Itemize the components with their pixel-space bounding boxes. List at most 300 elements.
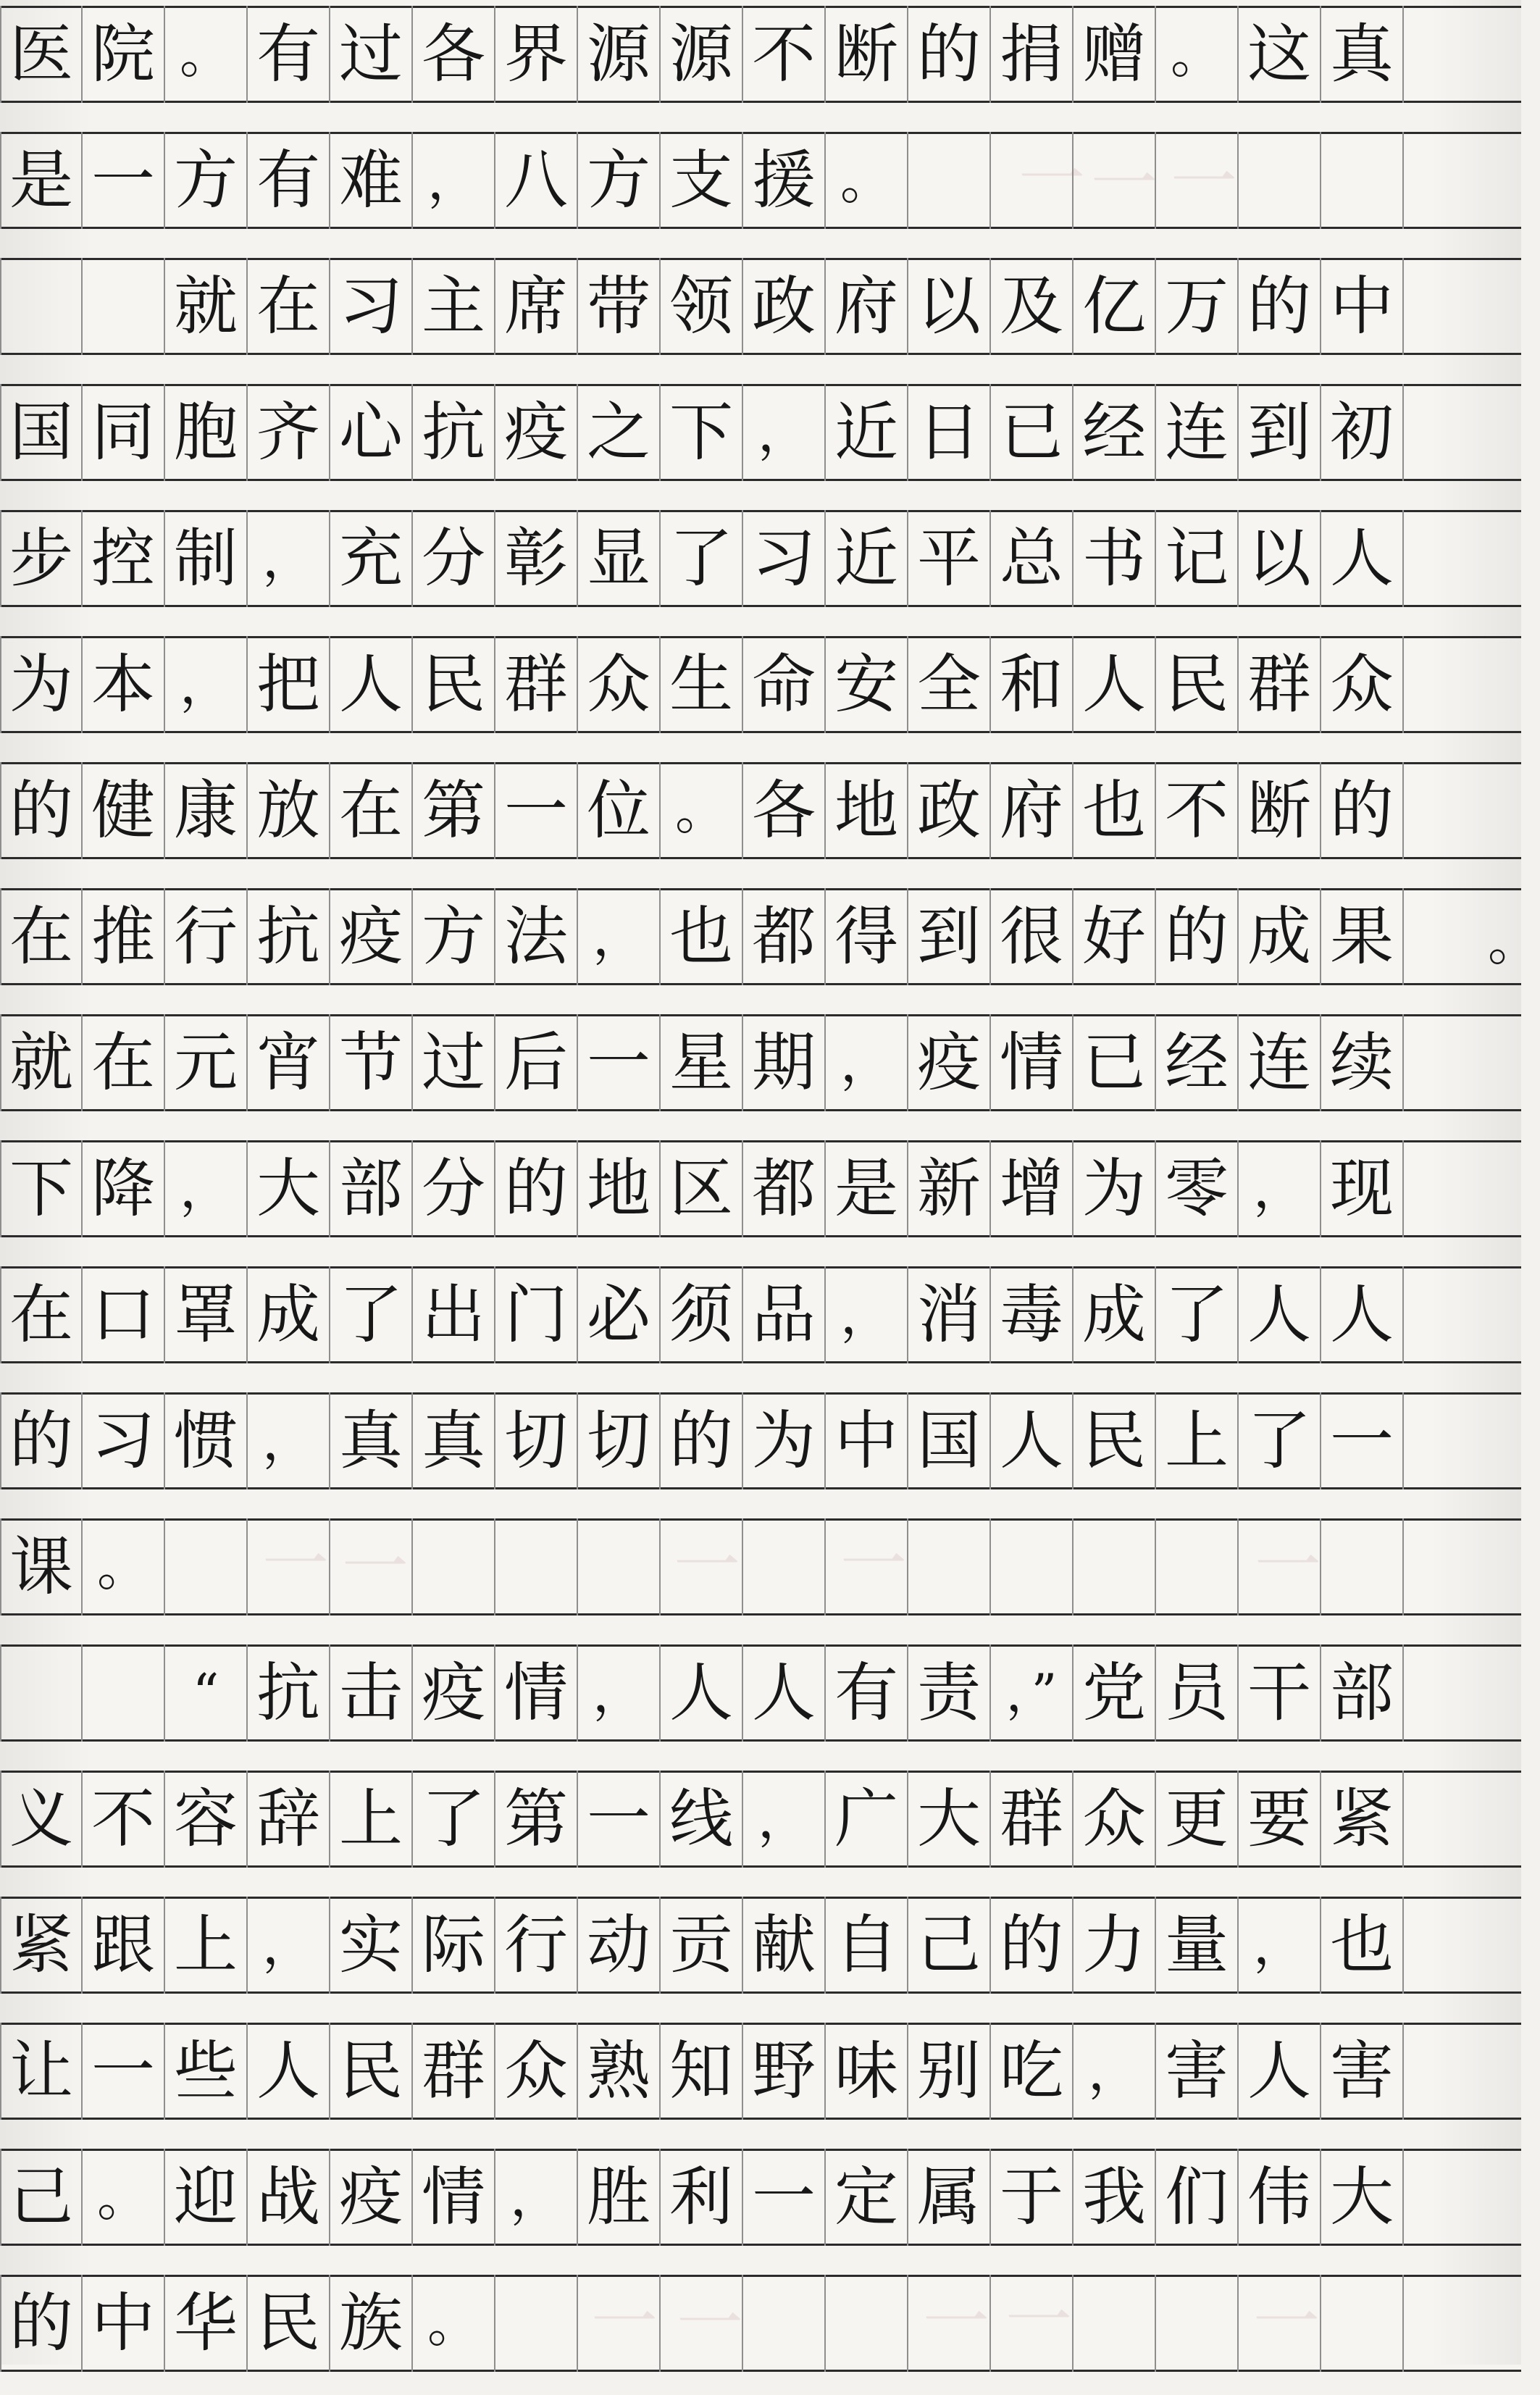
grid-cell: 八 bbox=[495, 132, 578, 229]
grid-cell: 人 bbox=[1321, 510, 1404, 607]
grid-cell: 迎 bbox=[165, 2149, 248, 2246]
grid-cell: 不 bbox=[1156, 762, 1239, 859]
row-cells bbox=[0, 2149, 1521, 2246]
grid-cell: ， bbox=[826, 1266, 908, 1363]
grid-cell: 增 bbox=[991, 1140, 1074, 1237]
grid-cell bbox=[743, 2275, 826, 2372]
grid-cell: 连 bbox=[1239, 1014, 1321, 1111]
grid-cell: 紧 bbox=[0, 1897, 83, 1994]
grid-cell: 方 bbox=[165, 132, 248, 229]
grid-cell: 了 bbox=[661, 510, 743, 607]
grid-cell: 害 bbox=[1156, 2023, 1239, 2120]
grid-cell: 一 bbox=[743, 2149, 826, 2246]
writing-row-1 bbox=[0, 0, 1521, 126]
grid-cell: 的 bbox=[0, 762, 83, 859]
grid-cell: 源 bbox=[661, 6, 743, 103]
grid-cell: 节 bbox=[330, 1014, 413, 1111]
row-cells bbox=[0, 1897, 1521, 1994]
grid-cell: 疫 bbox=[330, 888, 413, 985]
grid-cell: 国 bbox=[0, 384, 83, 481]
grid-cell: 星 bbox=[661, 1014, 743, 1111]
grid-cell: 赠 bbox=[1074, 6, 1156, 103]
grid-cell: 都 bbox=[743, 888, 826, 985]
grid-cell: 众 bbox=[578, 636, 661, 733]
grid-cell: 辞 bbox=[248, 1771, 330, 1868]
row-cells bbox=[0, 6, 1521, 103]
grid-cell bbox=[495, 1518, 578, 1616]
grid-cell bbox=[1239, 132, 1321, 229]
grid-cell: 一 bbox=[495, 762, 578, 859]
grid-cell: 线 bbox=[661, 1771, 743, 1868]
writing-row-15 bbox=[0, 1765, 1521, 1891]
grid-cell: 员 bbox=[1156, 1644, 1239, 1742]
grid-cell: 步 bbox=[0, 510, 83, 607]
grid-cell: 味 bbox=[826, 2023, 908, 2120]
grid-cell: 众 bbox=[1321, 636, 1404, 733]
grid-cell: 些 bbox=[165, 2023, 248, 2120]
grid-cell: 宵 bbox=[248, 1014, 330, 1111]
writing-row-14 bbox=[0, 1639, 1521, 1765]
grid-cell: 成 bbox=[1074, 1266, 1156, 1363]
grid-cell: 上 bbox=[1156, 1392, 1239, 1489]
grid-cell: 的 bbox=[1239, 258, 1321, 355]
grid-cell: 在 bbox=[0, 888, 83, 985]
show-through-ink: 一 bbox=[923, 2283, 990, 2361]
row-cells bbox=[0, 258, 1521, 355]
grid-cell: 成 bbox=[1239, 888, 1321, 985]
grid-cell: 为 bbox=[743, 1392, 826, 1489]
grid-cell: 。 bbox=[165, 6, 248, 103]
grid-cell: 显 bbox=[578, 510, 661, 607]
show-through-ink: 一 bbox=[1005, 2282, 1073, 2360]
grid-cell: 方 bbox=[413, 888, 495, 985]
grid-cell: 府 bbox=[826, 258, 908, 355]
grid-cell: 人 bbox=[1239, 1266, 1321, 1363]
grid-cell: 第 bbox=[413, 762, 495, 859]
grid-cell bbox=[1321, 2275, 1404, 2372]
grid-cell: 为 bbox=[0, 636, 83, 733]
writing-row-2 bbox=[0, 126, 1521, 252]
grid-cell: 让 bbox=[0, 2023, 83, 2120]
grid-cell: 人 bbox=[743, 1644, 826, 1742]
grid-cell: ， bbox=[1074, 2023, 1156, 2120]
grid-cell: 在 bbox=[330, 762, 413, 859]
grid-cell: 疫 bbox=[330, 2149, 413, 2246]
writing-row-19 bbox=[0, 2269, 1521, 2395]
row-cells bbox=[0, 2023, 1521, 2120]
grid-cell: 界 bbox=[495, 6, 578, 103]
grid-cell: ， bbox=[743, 384, 826, 481]
grid-cell: 的 bbox=[0, 1392, 83, 1489]
grid-cell: 的 bbox=[0, 2275, 83, 2372]
grid-cell: 医 bbox=[0, 6, 83, 103]
writing-row-16 bbox=[0, 1891, 1521, 2017]
grid-cell: 一 bbox=[1321, 1392, 1404, 1489]
grid-cell: 众 bbox=[495, 2023, 578, 2120]
grid-cell: 人 bbox=[661, 1644, 743, 1742]
grid-cell: 现 bbox=[1321, 1140, 1404, 1237]
grid-cell bbox=[578, 2275, 661, 2372]
show-through-ink: 一 bbox=[1091, 145, 1158, 222]
grid-cell: 毒 bbox=[991, 1266, 1074, 1363]
grid-cell: 的 bbox=[661, 1392, 743, 1489]
grid-cell: 地 bbox=[826, 762, 908, 859]
grid-cell: 。 bbox=[661, 762, 743, 859]
grid-cell: 零 bbox=[1156, 1140, 1239, 1237]
grid-cell: 须 bbox=[661, 1266, 743, 1363]
grid-cell: 情 bbox=[495, 1644, 578, 1742]
writing-row-17 bbox=[0, 2017, 1521, 2143]
row-cells bbox=[0, 1266, 1521, 1363]
grid-cell: 利 bbox=[661, 2149, 743, 2246]
show-through-ink: 一 bbox=[342, 1529, 409, 1606]
grid-cell: 很 bbox=[991, 888, 1074, 985]
grid-cell: ， bbox=[248, 510, 330, 607]
row-cells bbox=[0, 1771, 1521, 1868]
grid-cell: 一 bbox=[83, 2023, 165, 2120]
grid-cell: ， bbox=[165, 1140, 248, 1237]
grid-cell: 的 bbox=[1156, 888, 1239, 985]
grid-cell bbox=[0, 1644, 83, 1742]
grid-cell: 真 bbox=[330, 1392, 413, 1489]
grid-cell: 地 bbox=[578, 1140, 661, 1237]
grid-cell bbox=[1239, 1518, 1321, 1616]
grid-cell: 已 bbox=[1074, 1014, 1156, 1111]
grid-cell: ， bbox=[578, 888, 661, 985]
grid-cell: 行 bbox=[165, 888, 248, 985]
grid-cell: 众 bbox=[1074, 1771, 1156, 1868]
grid-cell: 我 bbox=[1074, 2149, 1156, 2246]
grid-cell: 都 bbox=[743, 1140, 826, 1237]
grid-cell: 际 bbox=[413, 1897, 495, 1994]
grid-cell: 习 bbox=[743, 510, 826, 607]
grid-cell: 难 bbox=[330, 132, 413, 229]
grid-cell: 领 bbox=[661, 258, 743, 355]
grid-cell: 续 bbox=[1321, 1014, 1404, 1111]
grid-cell: ，” bbox=[991, 1644, 1074, 1742]
grid-cell: 习 bbox=[83, 1392, 165, 1489]
grid-cell: 抗 bbox=[248, 888, 330, 985]
grid-cell: 是 bbox=[826, 1140, 908, 1237]
grid-cell: 必 bbox=[578, 1266, 661, 1363]
grid-cell: 行 bbox=[495, 1897, 578, 1994]
grid-cell: 支 bbox=[661, 132, 743, 229]
show-through-ink: 一 bbox=[677, 2285, 744, 2362]
grid-cell: 带 bbox=[578, 258, 661, 355]
show-through-ink: 一 bbox=[1171, 143, 1238, 221]
grid-cell: 情 bbox=[991, 1014, 1074, 1111]
grid-cell: 上 bbox=[330, 1771, 413, 1868]
grid-cell: 本 bbox=[83, 636, 165, 733]
show-through-ink: 一 bbox=[1255, 1527, 1322, 1605]
grid-cell: 。 bbox=[83, 2149, 165, 2246]
grid-cell bbox=[495, 2275, 578, 2372]
grid-cell: 干 bbox=[1239, 1644, 1321, 1742]
grid-cell: 元 bbox=[165, 1014, 248, 1111]
grid-cell: 各 bbox=[413, 6, 495, 103]
grid-cell: 连 bbox=[1156, 384, 1239, 481]
row-cells bbox=[0, 1014, 1521, 1111]
grid-cell: 初 bbox=[1321, 384, 1404, 481]
grid-cell bbox=[1074, 2275, 1156, 2372]
grid-cell: 到 bbox=[908, 888, 991, 985]
grid-cell: 己 bbox=[0, 2149, 83, 2246]
grid-cell: 各 bbox=[743, 762, 826, 859]
grid-cell: 的 bbox=[1321, 762, 1404, 859]
row-cells bbox=[0, 2275, 1521, 2372]
grid-cell: ， bbox=[578, 1644, 661, 1742]
grid-cell bbox=[413, 1518, 495, 1616]
grid-cell: 。 bbox=[1156, 6, 1239, 103]
grid-cell: 。 bbox=[83, 1518, 165, 1616]
grid-cell: 野 bbox=[743, 2023, 826, 2120]
grid-cell: 的 bbox=[991, 1897, 1074, 1994]
grid-cell: 控 bbox=[83, 510, 165, 607]
grid-cell: 紧 bbox=[1321, 1771, 1404, 1868]
grid-cell: ， bbox=[413, 132, 495, 229]
grid-cell: 心 bbox=[330, 384, 413, 481]
grid-cell: 定 bbox=[826, 2149, 908, 2246]
grid-cell bbox=[991, 132, 1074, 229]
grid-cell: 方 bbox=[578, 132, 661, 229]
grid-cell: 有 bbox=[248, 132, 330, 229]
grid-cell: 的 bbox=[495, 1140, 578, 1237]
grid-cell: 群 bbox=[991, 1771, 1074, 1868]
grid-cell: 。 bbox=[413, 2275, 495, 2372]
grid-cell: 全 bbox=[908, 636, 991, 733]
row-cells bbox=[0, 762, 1521, 859]
grid-cell bbox=[1156, 132, 1239, 229]
grid-cell: 口 bbox=[83, 1266, 165, 1363]
row-cells bbox=[0, 510, 1521, 607]
grid-cell: 成 bbox=[248, 1266, 330, 1363]
grid-cell: 动 bbox=[578, 1897, 661, 1994]
row-cells bbox=[0, 1140, 1521, 1237]
grid-cell: 源 bbox=[578, 6, 661, 103]
grid-cell: 命 bbox=[743, 636, 826, 733]
grid-cell: 民 bbox=[1074, 1392, 1156, 1489]
row-cells bbox=[0, 888, 1521, 985]
grid-cell: 经 bbox=[1156, 1014, 1239, 1111]
grid-cell: 真 bbox=[1321, 6, 1404, 103]
grid-cell: 属 bbox=[908, 2149, 991, 2246]
grid-cell: 部 bbox=[330, 1140, 413, 1237]
grid-cell: 切 bbox=[578, 1392, 661, 1489]
grid-cell: 党 bbox=[1074, 1644, 1156, 1742]
grid-cell: 日 bbox=[908, 384, 991, 481]
grid-cell: 了 bbox=[1239, 1392, 1321, 1489]
grid-cell bbox=[1156, 1518, 1239, 1616]
grid-cell: 府 bbox=[991, 762, 1074, 859]
grid-cell: 义 bbox=[0, 1771, 83, 1868]
grid-cell: 出 bbox=[413, 1266, 495, 1363]
grid-cell: 期 bbox=[743, 1014, 826, 1111]
grid-cell bbox=[1074, 132, 1156, 229]
grid-cell: 法 bbox=[495, 888, 578, 985]
grid-cell: 近 bbox=[826, 510, 908, 607]
grid-cell: 健 bbox=[83, 762, 165, 859]
grid-cell: 。 bbox=[826, 132, 908, 229]
grid-cell: 席 bbox=[495, 258, 578, 355]
writing-row-18 bbox=[0, 2143, 1521, 2269]
grid-cell bbox=[661, 2275, 743, 2372]
grid-cell: 及 bbox=[991, 258, 1074, 355]
grid-cell: 把 bbox=[248, 636, 330, 733]
grid-cell: 之 bbox=[578, 384, 661, 481]
grid-cell: 了 bbox=[1156, 1266, 1239, 1363]
grid-cell: 群 bbox=[495, 636, 578, 733]
grid-cell: 上 bbox=[165, 1897, 248, 1994]
grid-cell: 好 bbox=[1074, 888, 1156, 985]
grid-cell: 知 bbox=[661, 2023, 743, 2120]
grid-cell: 也 bbox=[1074, 762, 1156, 859]
grid-cell: 一 bbox=[578, 1771, 661, 1868]
grid-cell: 新 bbox=[908, 1140, 991, 1237]
grid-cell: 国 bbox=[908, 1392, 991, 1489]
grid-cell: 罩 bbox=[165, 1266, 248, 1363]
grid-cell: 过 bbox=[413, 1014, 495, 1111]
grid-cell: 疫 bbox=[495, 384, 578, 481]
grid-cell: 实 bbox=[330, 1897, 413, 1994]
grid-cell: 安 bbox=[826, 636, 908, 733]
grid-cell: 要 bbox=[1239, 1771, 1321, 1868]
grid-cell: ， bbox=[248, 1897, 330, 1994]
grid-cell: 量 bbox=[1156, 1897, 1239, 1994]
grid-cell: 降 bbox=[83, 1140, 165, 1237]
grid-cell: 中 bbox=[83, 2275, 165, 2372]
grid-cell: 分 bbox=[413, 510, 495, 607]
grid-cell: 中 bbox=[1321, 258, 1404, 355]
grid-cell: 真 bbox=[413, 1392, 495, 1489]
grid-cell: 害 bbox=[1321, 2023, 1404, 2120]
grid-cell: 习 bbox=[330, 258, 413, 355]
grid-cell: 院 bbox=[83, 6, 165, 103]
grid-cell: 也 bbox=[1321, 1897, 1404, 1994]
grid-cell: 门 bbox=[495, 1266, 578, 1363]
writing-row-6 bbox=[0, 630, 1521, 756]
grid-cell: 人 bbox=[1321, 1266, 1404, 1363]
grid-cell: 伟 bbox=[1239, 2149, 1321, 2246]
grid-cell: 贡 bbox=[661, 1897, 743, 1994]
grid-cell: 民 bbox=[413, 636, 495, 733]
writing-row-4 bbox=[0, 378, 1521, 504]
grid-cell: 民 bbox=[1156, 636, 1239, 733]
grid-cell: 是 bbox=[0, 132, 83, 229]
grid-cell: 这 bbox=[1239, 6, 1321, 103]
grid-cell: 在 bbox=[0, 1266, 83, 1363]
show-through-ink: 一 bbox=[262, 1526, 330, 1603]
grid-cell: 大 bbox=[248, 1140, 330, 1237]
writing-row-13 bbox=[0, 1513, 1521, 1639]
grid-cell: 不 bbox=[83, 1771, 165, 1868]
grid-cell: 己 bbox=[908, 1897, 991, 1994]
grid-cell: 果 bbox=[1321, 888, 1404, 985]
grid-cell: 大 bbox=[1321, 2149, 1404, 2246]
grid-cell: 到 bbox=[1239, 384, 1321, 481]
grid-cell: 政 bbox=[743, 258, 826, 355]
grid-cell bbox=[1239, 2275, 1321, 2372]
grid-cell: ， bbox=[165, 636, 248, 733]
grid-cell bbox=[0, 258, 83, 355]
grid-cell bbox=[83, 1644, 165, 1742]
grid-cell: 过 bbox=[330, 6, 413, 103]
grid-cell: 了 bbox=[330, 1266, 413, 1363]
grid-cell: 击 bbox=[330, 1644, 413, 1742]
grid-cell: 群 bbox=[413, 2023, 495, 2120]
grid-cell bbox=[908, 1518, 991, 1616]
grid-cell: 人 bbox=[1074, 636, 1156, 733]
grid-cell: ， bbox=[826, 1014, 908, 1111]
grid-cell: 品 bbox=[743, 1266, 826, 1363]
grid-cell: 以 bbox=[1239, 510, 1321, 607]
grid-cell: 位 bbox=[578, 762, 661, 859]
writing-row-10 bbox=[0, 1134, 1521, 1261]
grid-cell: 放 bbox=[248, 762, 330, 859]
grid-cell: 为 bbox=[1074, 1140, 1156, 1237]
grid-cell: 就 bbox=[165, 258, 248, 355]
grid-cell: 以 bbox=[908, 258, 991, 355]
grid-cell: 族 bbox=[330, 2275, 413, 2372]
grid-cell bbox=[83, 258, 165, 355]
row-cells bbox=[0, 1518, 1521, 1616]
grid-cell: 生 bbox=[661, 636, 743, 733]
show-through-ink: 一 bbox=[1018, 141, 1086, 218]
grid-cell bbox=[991, 2275, 1074, 2372]
grid-cell bbox=[1321, 1518, 1404, 1616]
grid-cell: 推 bbox=[83, 888, 165, 985]
grid-cell: ， bbox=[248, 1392, 330, 1489]
grid-cell bbox=[991, 1518, 1074, 1616]
grid-cell: 政 bbox=[908, 762, 991, 859]
grid-cell: 下 bbox=[0, 1140, 83, 1237]
grid-cell: 的 bbox=[908, 6, 991, 103]
grid-cell: 已 bbox=[991, 384, 1074, 481]
grid-cell bbox=[248, 1518, 330, 1616]
grid-cell: ， bbox=[743, 1771, 826, 1868]
grid-cell bbox=[743, 1518, 826, 1616]
show-through-ink: 一 bbox=[591, 2283, 658, 2361]
grid-cell bbox=[826, 2275, 908, 2372]
writing-row-3 bbox=[0, 252, 1521, 378]
writing-row-5 bbox=[0, 504, 1521, 630]
margin-punctuation: 。 bbox=[1488, 911, 1540, 972]
writing-row-7 bbox=[0, 756, 1521, 882]
grid-cell: 胜 bbox=[578, 2149, 661, 2246]
row-cells bbox=[0, 636, 1521, 733]
writing-row-8 bbox=[0, 882, 1521, 1008]
grid-cell: 记 bbox=[1156, 510, 1239, 607]
grid-cell: 充 bbox=[330, 510, 413, 607]
grid-cell: 也 bbox=[661, 888, 743, 985]
grid-cell bbox=[1074, 1518, 1156, 1616]
grid-cell: 人 bbox=[991, 1392, 1074, 1489]
grid-cell: 一 bbox=[578, 1014, 661, 1111]
grid-cell: 们 bbox=[1156, 2149, 1239, 2246]
grid-cell: 康 bbox=[165, 762, 248, 859]
grid-cell: 抗 bbox=[413, 384, 495, 481]
writing-row-9 bbox=[0, 1008, 1521, 1134]
grid-cell bbox=[908, 132, 991, 229]
grid-cell: 跟 bbox=[83, 1897, 165, 1994]
writing-row-11 bbox=[0, 1261, 1521, 1387]
grid-cell: 吃 bbox=[991, 2023, 1074, 2120]
grid-cell: 断 bbox=[826, 6, 908, 103]
grid-cell: 总 bbox=[991, 510, 1074, 607]
grid-cell: “ bbox=[165, 1644, 248, 1742]
grid-cell bbox=[1156, 2275, 1239, 2372]
grid-cell: 下 bbox=[661, 384, 743, 481]
row-cells bbox=[0, 1392, 1521, 1489]
